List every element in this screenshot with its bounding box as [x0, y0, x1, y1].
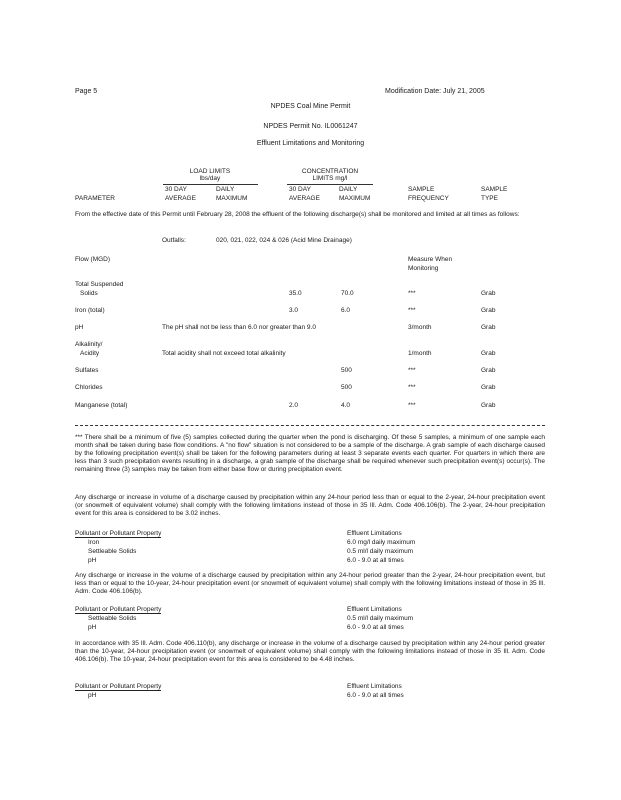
pollutant-limit: 6.0 mg/l daily maximum — [347, 539, 416, 546]
row-param: Alkalinity/ — [75, 341, 103, 348]
row-conc-max: 500 — [341, 367, 352, 374]
col-load-avg-2: AVERAGE — [165, 195, 196, 202]
row-frequency: *** — [408, 367, 416, 374]
row-note: The pH shall not be less than 6.0 nor greater than 9.0 — [162, 324, 316, 331]
intro-paragraph: From the effective date of this Permit until February 28, 2008 the effluent of the following discharge(s) shall be monitored and limited at all times as follows: — [75, 211, 520, 218]
pollutant-name: pH — [88, 692, 97, 699]
concentration-rule — [287, 184, 373, 185]
row-frequency-2: Monitoring — [408, 265, 439, 272]
row-conc-avg: 3.0 — [289, 307, 299, 314]
document-title: NPDES Coal Mine Permit — [270, 103, 351, 110]
row-param: Total Suspended — [75, 281, 124, 288]
section-title: Effluent Limitations and Monitoring — [256, 140, 365, 147]
concentration-heading: CONCENTRATION — [301, 168, 359, 175]
over-ten-year-paragraph: In accordance with 35 Ill. Adm. Code 406.110(b), any discharge or increase in the volume of a discharge caused by precipitation within any 24-hour period greater than the 10-year, 24-hour precipitation event (or snowmelt of equivalent volume) shall comply with the following limitations instead of those in 35 Ill. Adm. Code 406.106(b). The 10-year, 24-hour precipitation event for this area is considered to be 4.48 inches. — [75, 640, 545, 664]
row-conc-max: 70.0 — [341, 290, 354, 297]
col-type-2: TYPE — [481, 195, 498, 202]
load-limits-heading: LOAD LIMITS — [189, 168, 231, 175]
row-conc-avg: 2.0 — [289, 402, 299, 409]
row-type: Grab — [481, 367, 496, 374]
row-note: Total acidity shall not exceed total alkalinity — [162, 350, 286, 357]
col-frequency-1: SAMPLE — [408, 186, 435, 193]
row-param: Flow (MGD) — [75, 256, 111, 263]
load-limits-rule — [163, 184, 258, 185]
col-conc-max-2: MAXIMUM — [339, 195, 371, 202]
pollutant-limit: 6.0 - 9.0 at all times — [347, 692, 404, 699]
limitations-heading: Effluent Limitations — [347, 683, 402, 690]
modification-date: Modification Date: July 21, 2005 — [385, 88, 485, 95]
row-frequency: 3/month — [408, 324, 432, 331]
pollutant-name: Iron — [88, 539, 100, 546]
row-param: pH — [75, 324, 84, 331]
row-conc-max: 4.0 — [341, 402, 351, 409]
row-conc-max: 6.0 — [341, 307, 351, 314]
sampling-footnote: *** There shall be a minimum of five (5) samples collected during the quarter when the pond is discharging. Of these 5 samples, a minimum of one sample each month shall be taken during base flow conditions. A "no flow" situation is not considered to be a sample of the discharge. A grab sample of each discharge caused by the following precipitation event(s) shall be taken for the following parameters during at least 3 separate events each quarter. For quarters in which there are less than 3 such precipitation events resulting in a discharge, a grab sample of the discharge shall be required whenever such precipitation event(s) occur(s). The remaining three (3) samples may be taken from either base flow or during precipitation event. — [75, 434, 545, 474]
row-type: Grab — [481, 350, 496, 357]
row-frequency: *** — [408, 402, 416, 409]
limitations-heading: Effluent Limitations — [347, 606, 402, 613]
pollutant-name: Settleable Solids — [88, 615, 137, 622]
col-frequency-2: FREQUENCY — [408, 195, 449, 202]
row-frequency: *** — [408, 307, 416, 314]
col-load-avg-1: 30 DAY — [165, 186, 187, 193]
page-number: Page 5 — [75, 88, 98, 95]
row-type: Grab — [481, 290, 496, 297]
row-type: Grab — [481, 384, 496, 391]
col-parameter: PARAMETER — [75, 195, 115, 202]
row-param-2: Solids — [80, 290, 98, 297]
outfalls-label: Outfalls: — [162, 237, 186, 244]
pollutant-limit: 0.5 ml/l daily maximum — [347, 548, 414, 555]
pollutant-heading: Pollutant or Pollutant Property — [75, 683, 162, 690]
row-conc-avg: 35.0 — [289, 290, 302, 297]
pollutant-limit: 6.0 - 9.0 at all times — [347, 624, 404, 631]
col-type-1: SAMPLE — [481, 186, 508, 193]
row-param: Iron (total) — [75, 307, 105, 314]
col-conc-avg-1: 30 DAY — [289, 186, 311, 193]
concentration-unit: LIMITS mg/l — [312, 175, 348, 182]
col-conc-max-1: DAILY — [339, 186, 358, 193]
col-conc-avg-2: AVERAGE — [289, 195, 320, 202]
two-year-event-paragraph: Any discharge or increase in volume of a discharge caused by precipitation within any 24-hour period less than or equal to the 2-year, 24-hour precipitation event (or snowmelt of equivalent volume) shall comply with the following limitations instead of those in 35 Ill. Adm. Code 406.106(b). The 2-year, 24-hour precipitation event for this area is considered to be 3.02 inches. — [75, 494, 545, 518]
row-param: Manganese (total) — [75, 402, 128, 409]
pollutant-name: Settleable Solids — [88, 548, 137, 555]
table-bottom-rule — [75, 425, 545, 426]
row-type: Grab — [481, 307, 496, 314]
pollutant-name: pH — [88, 624, 97, 631]
row-frequency: *** — [408, 384, 416, 391]
limitations-heading: Effluent Limitations — [347, 530, 402, 537]
row-frequency: *** — [408, 290, 416, 297]
row-param-2: Acidity — [80, 350, 100, 357]
col-load-max-1: DAILY — [216, 186, 235, 193]
load-limits-unit: lbs/day — [199, 175, 221, 182]
ten-year-event-paragraph: Any discharge or increase in the volume of a discharge caused by precipitation within any 24-hour period greater than the 2-year, 24-hour precipitation event, but less than or equal to the 10-year, 24-hour precipitation event (or snowmelt of equivalent volume) shall comply with the following limitations instead of those in 35 Ill. Adm. Code 406.106(b). — [75, 572, 545, 596]
row-frequency: 1/month — [408, 350, 432, 357]
row-type: Grab — [481, 324, 496, 331]
row-param: Chlorides — [75, 384, 103, 391]
outfalls-value: 020, 021, 022, 024 & 026 (Acid Mine Drainage) — [216, 237, 352, 244]
pollutant-heading: Pollutant or Pollutant Property — [75, 530, 162, 537]
row-conc-max: 500 — [341, 384, 352, 391]
row-frequency: Measure When — [408, 256, 453, 263]
pollutant-limit: 0.5 ml/l daily maximum — [347, 615, 414, 622]
pollutant-name: pH — [88, 557, 97, 564]
row-type: Grab — [481, 402, 496, 409]
col-load-max-2: MAXIMUM — [216, 195, 248, 202]
permit-number: NPDES Permit No. IL0061247 — [263, 123, 358, 130]
pollutant-limit: 6.0 - 9.0 at all times — [347, 557, 404, 564]
pollutant-heading: Pollutant or Pollutant Property — [75, 606, 162, 613]
row-param: Sulfates — [75, 367, 99, 374]
